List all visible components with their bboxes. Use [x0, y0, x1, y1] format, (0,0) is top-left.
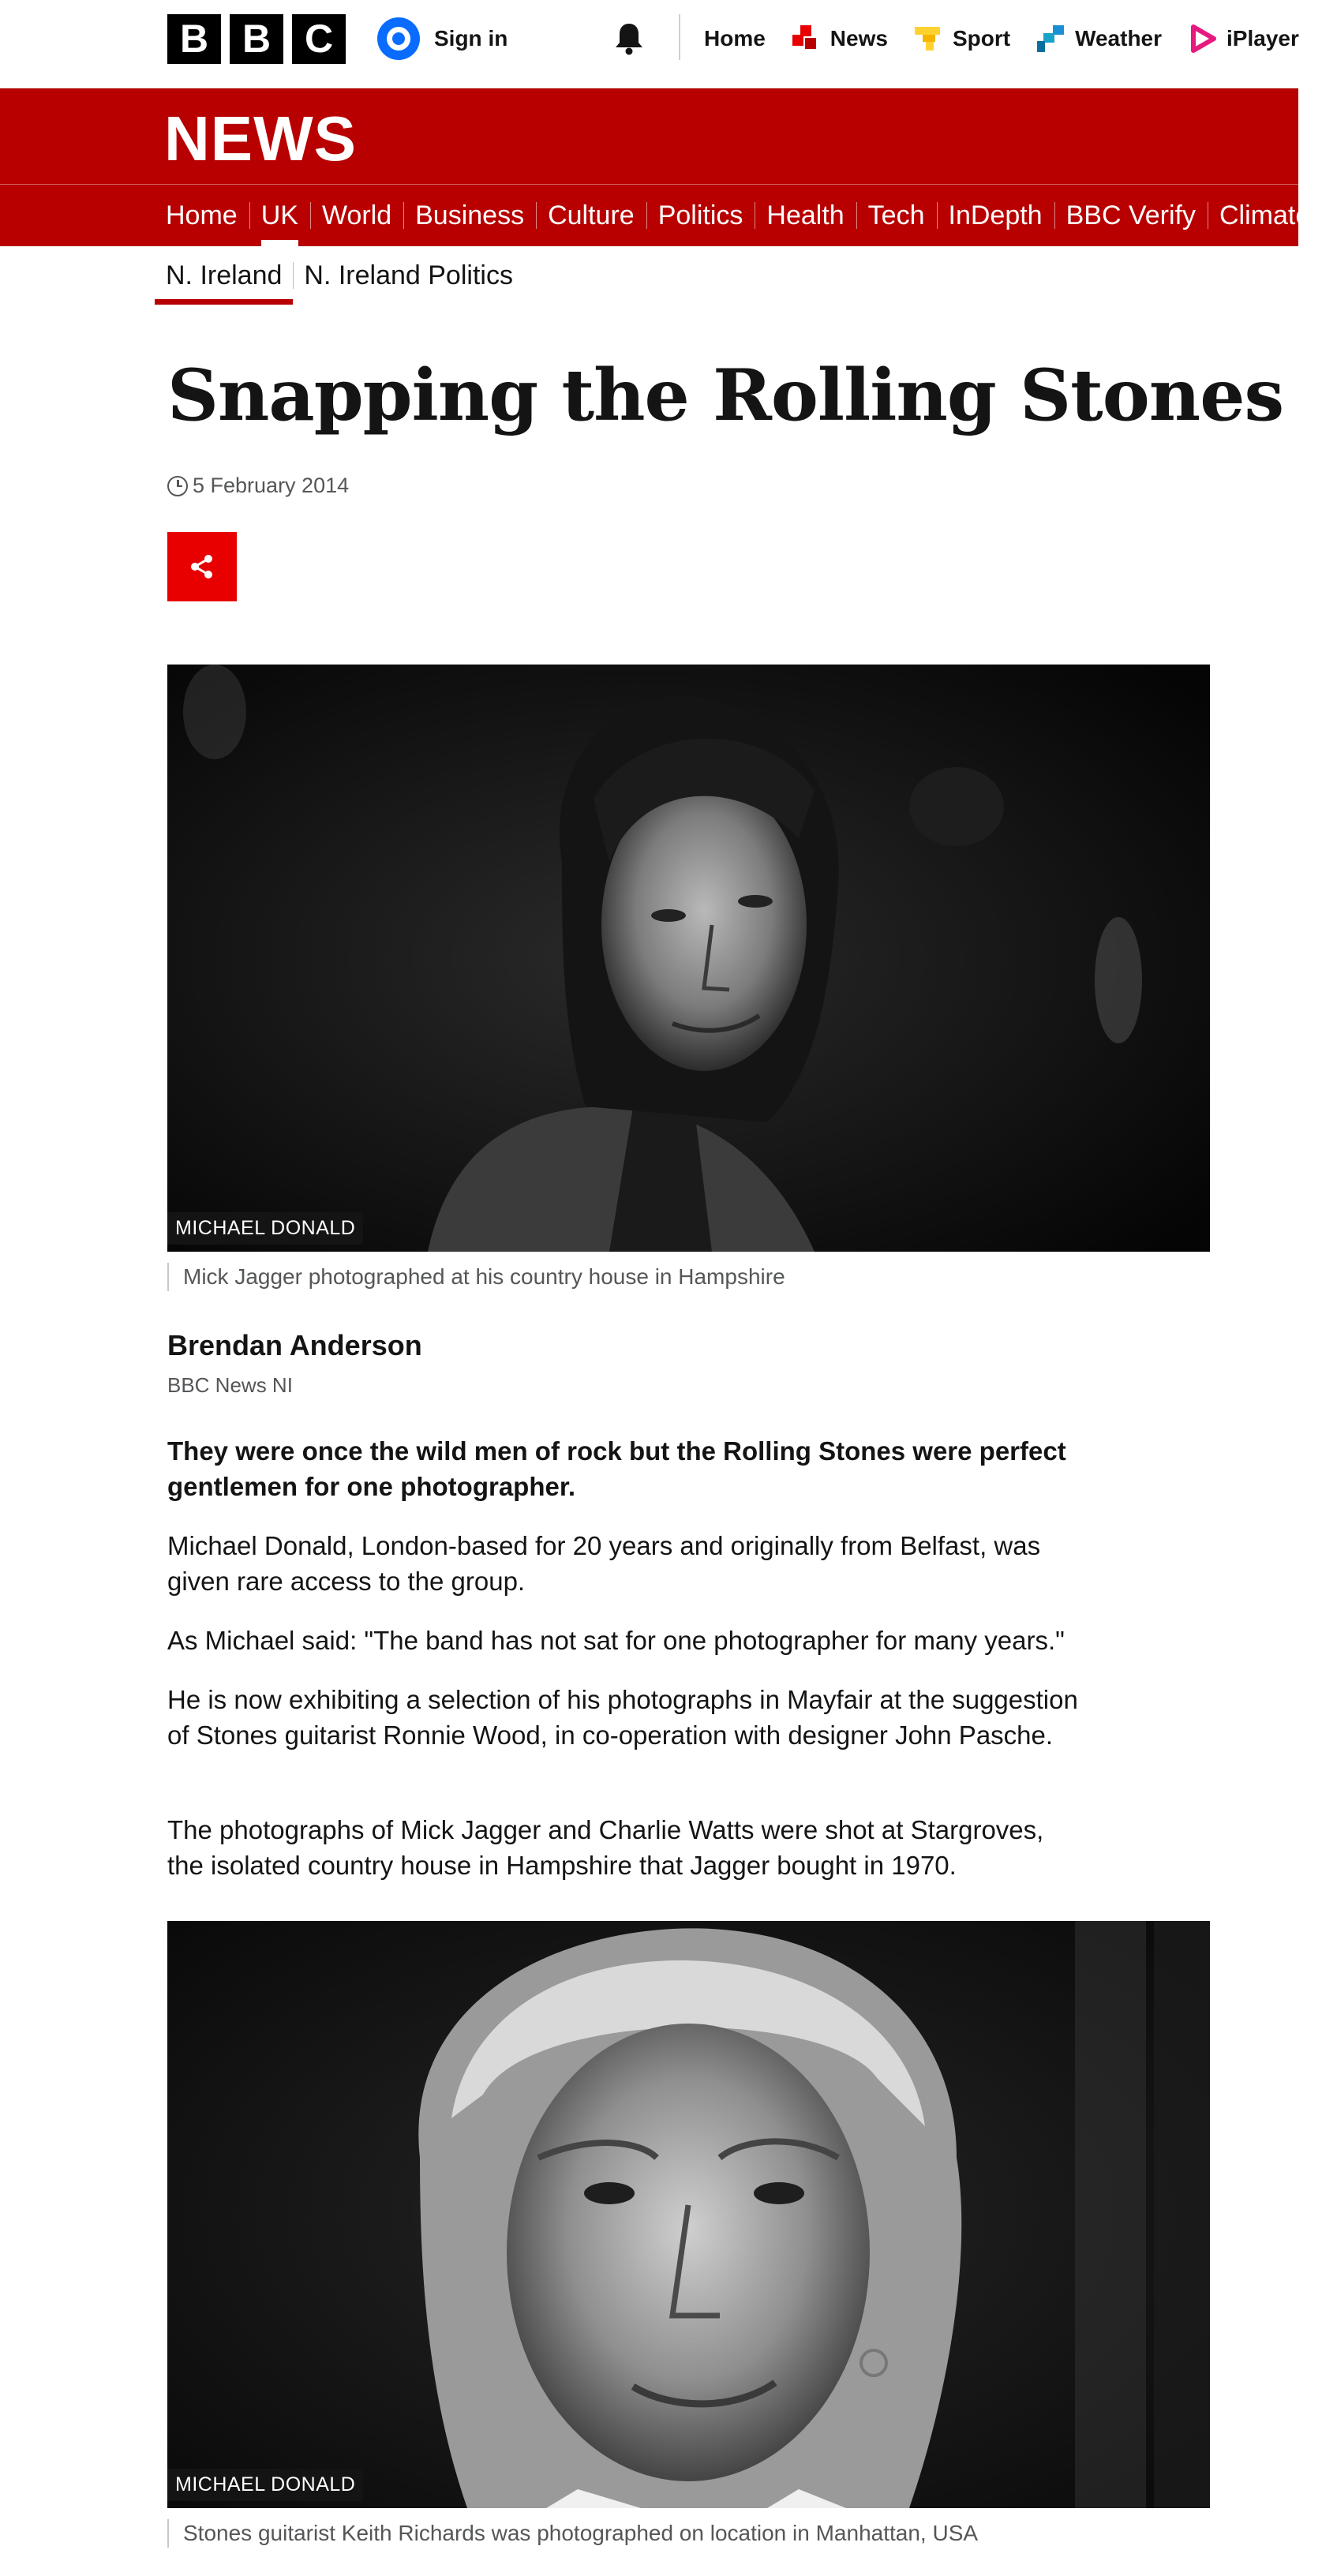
nav-divider — [679, 14, 680, 60]
news-section-title[interactable]: NEWS — [164, 103, 357, 174]
sport-icon — [915, 25, 943, 52]
byline-author: Brendan Anderson — [167, 1329, 422, 1361]
article-image-1 — [167, 665, 1210, 1252]
logo-letter-c: C — [292, 14, 346, 64]
bbc-logo[interactable] — [167, 14, 346, 64]
section-nav-health[interactable]: Health — [755, 185, 856, 246]
sub-nav-n-ireland-politics[interactable]: N. Ireland Politics — [293, 246, 524, 305]
global-nav-sport[interactable] — [915, 25, 1010, 52]
article-paragraph: The photographs of Mick Jagger and Charlie Watts were shot at Stargroves, the isolated country house in Hampshire that Jagger bought in 1970. — [167, 1815, 1044, 1880]
news-masthead — [0, 88, 1298, 185]
image-caption-2: Stones guitarist Keith Richards was photographed on location in Manhattan, USA — [167, 2519, 978, 2548]
sign-in-label: Sign in — [434, 26, 508, 51]
logo-letter-b1: B — [167, 14, 221, 64]
keith-richards-photo — [167, 1921, 1210, 2508]
share-icon — [189, 553, 215, 580]
global-nav-weather-label: Weather — [1075, 26, 1163, 51]
article-date-text: 5 February 2014 — [193, 474, 350, 497]
global-nav-iplayer-label: iPlayer — [1227, 26, 1299, 51]
mick-jagger-photo — [167, 665, 1210, 1252]
article-paragraph: He is now exhibiting a selection of his photographs in Mayfair at the suggestion of Stones guitarist Ronnie Wood, in co-operation with designer John Pasche. — [167, 1685, 1078, 1750]
section-nav-climate[interactable]: Climate — [1208, 185, 1322, 246]
global-nav-weather[interactable] — [1037, 25, 1162, 52]
article-headline: Snapping the Rolling Stones — [167, 354, 1284, 437]
image-credit-2: MICHAEL DONALD — [167, 2469, 363, 2501]
article-image-2 — [167, 1921, 1210, 2508]
article-paragraph: As Michael said: "The band has not sat for one photographer for many years." — [167, 1626, 1065, 1655]
image-caption-1: Mick Jagger photographed at his country house in Hampshire — [167, 1263, 785, 1291]
article-date — [167, 474, 349, 498]
account-icon — [377, 17, 420, 60]
section-nav-business[interactable]: Business — [403, 185, 536, 246]
section-nav-politics[interactable]: Politics — [646, 185, 755, 246]
section-nav-culture[interactable]: Culture — [536, 185, 646, 246]
global-nav-news[interactable] — [792, 25, 888, 52]
logo-letter-b2: B — [230, 14, 283, 64]
section-nav-world[interactable]: World — [310, 185, 403, 246]
global-header — [0, 0, 1298, 88]
article-lead-paragraph: They were once the wild men of rock but the Rolling Stones were perfect gentlemen for one photographer. — [167, 1436, 1066, 1501]
section-nav-indepth[interactable]: InDepth — [937, 185, 1054, 246]
section-nav-bbc-verify[interactable]: BBC Verify — [1054, 185, 1208, 246]
global-nav-home-label: Home — [704, 26, 766, 51]
global-nav-iplayer[interactable] — [1189, 25, 1299, 52]
sub-nav — [155, 246, 524, 305]
news-section-nav — [0, 185, 1311, 246]
sign-in-button[interactable] — [377, 17, 507, 60]
byline-organisation: BBC News NI — [167, 1373, 293, 1397]
image-credit-1: MICHAEL DONALD — [167, 1212, 363, 1245]
sub-nav-n-ireland[interactable]: N. Ireland — [155, 246, 293, 305]
weather-icon — [1037, 25, 1065, 52]
section-nav-tech[interactable]: Tech — [856, 185, 937, 246]
section-nav-home[interactable]: Home — [166, 200, 238, 230]
clock-icon — [167, 476, 188, 496]
article-paragraph: Michael Donald, London-based for 20 years and originally from Belfast, was given rare access to the group. — [167, 1531, 1041, 1596]
global-nav-news-label: News — [830, 26, 888, 51]
share-button[interactable] — [167, 532, 237, 601]
global-nav-sport-label: Sport — [952, 26, 1011, 51]
notifications-bell-icon[interactable] — [611, 21, 647, 57]
news-icon — [792, 25, 821, 52]
global-nav — [704, 0, 1299, 77]
iplayer-icon — [1189, 25, 1217, 52]
global-nav-home[interactable] — [704, 26, 766, 51]
section-nav-uk[interactable]: UK — [249, 185, 310, 246]
